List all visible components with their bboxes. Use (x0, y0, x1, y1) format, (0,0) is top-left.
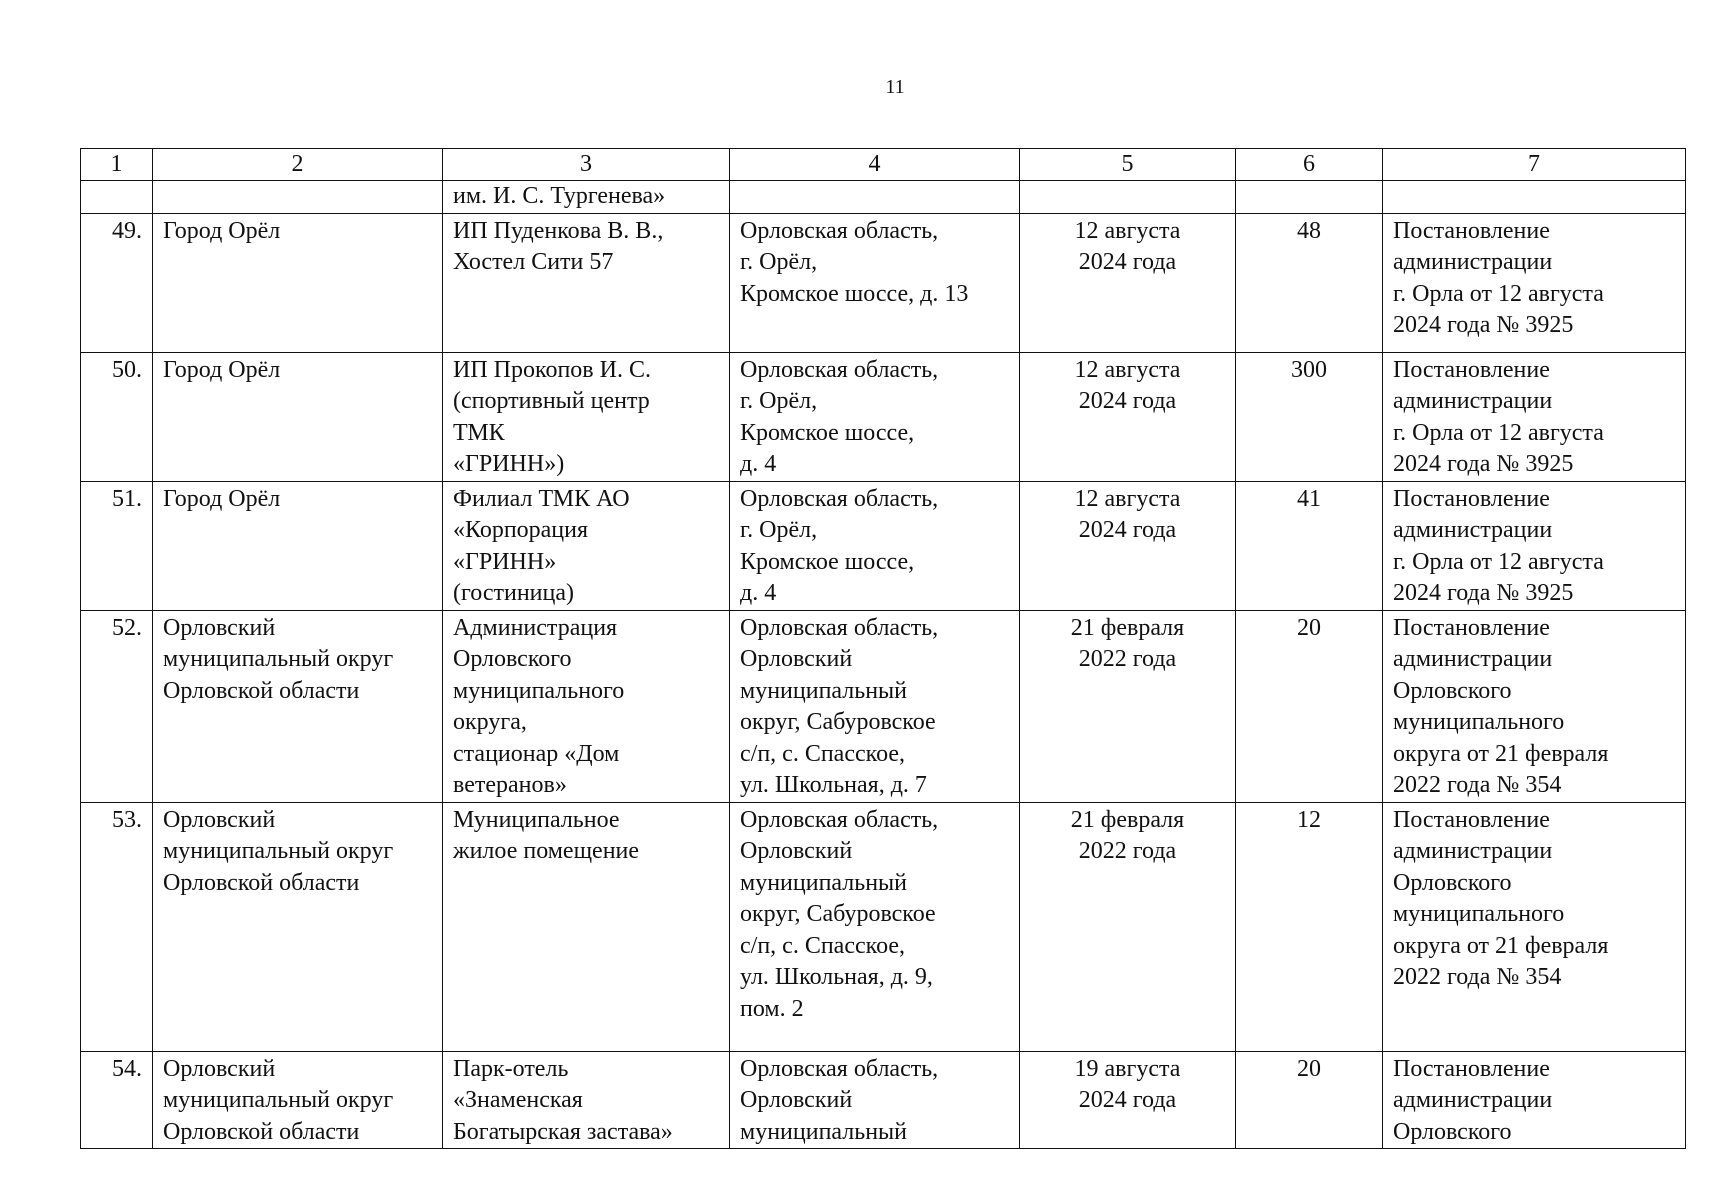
municipality-cell: Город Орёл (153, 352, 443, 481)
date-cell: 12 августа 2024 года (1020, 352, 1236, 481)
header-cell-1: 1 (81, 149, 153, 181)
address-cell: Орловская область, г. Орёл, Кромское шоссе, д. 4 (730, 481, 1020, 610)
page-number: 11 (885, 76, 905, 98)
act-cell: Постановление администрации г. Орла от 12 августа 2024 года № 3925 (1383, 213, 1686, 352)
date-cell: 21 февраля 2022 года (1020, 802, 1236, 1051)
table-row (81, 352, 1686, 481)
municipality-cell: Орловский муниципальный округ Орловской области (153, 1051, 443, 1149)
object-cell: Филиал ТМК АО «Корпорация «ГРИНН» (гостиница) (443, 481, 730, 610)
header-cell-7: 7 (1383, 149, 1686, 181)
act-cell: Постановление администрации г. Орла от 12 августа 2024 года № 3925 (1383, 352, 1686, 481)
address-cell: Орловская область, Орловский муниципальный (730, 1051, 1020, 1149)
date-cell: 21 февраля 2022 года (1020, 610, 1236, 802)
count-cell: 48 (1236, 213, 1383, 352)
row-number: 53. (81, 802, 153, 1051)
count-cell: 12 (1236, 802, 1383, 1051)
date-cell: 12 августа 2024 года (1020, 481, 1236, 610)
object-cell: ИП Пуденкова В. В., Хостел Сити 57 (443, 213, 730, 352)
header-cell-5: 5 (1020, 149, 1236, 181)
header-cell-3: 3 (443, 149, 730, 181)
table-header-row (81, 149, 1686, 181)
date-cell: 19 августа 2024 года (1020, 1051, 1236, 1149)
municipality-cell: Город Орёл (153, 213, 443, 352)
cont-cell-date (1020, 181, 1236, 214)
table-row (81, 1051, 1686, 1149)
object-cell: Муниципальное жилое помещение (443, 802, 730, 1051)
object-cell: Администрация Орловского муниципального округа, стационар «Дом ветеранов» (443, 610, 730, 802)
row-number: 54. (81, 1051, 153, 1149)
act-cell: Постановление администрации Орловского (1383, 1051, 1686, 1149)
municipality-cell: Орловский муниципальный округ Орловской области (153, 802, 443, 1051)
count-cell: 41 (1236, 481, 1383, 610)
row-number: 52. (81, 610, 153, 802)
table-row (81, 802, 1686, 1051)
municipality-cell: Орловский муниципальный округ Орловской области (153, 610, 443, 802)
header-cell-6: 6 (1236, 149, 1383, 181)
cont-cell-address (730, 181, 1020, 214)
act-cell: Постановление администрации Орловского муниципального округа от 21 февраля 2022 года № 354 (1383, 610, 1686, 802)
row-number: 50. (81, 352, 153, 481)
act-cell: Постановление администрации Орловского муниципального округа от 21 февраля 2022 года № 354 (1383, 802, 1686, 1051)
row-number: 51. (81, 481, 153, 610)
registry-table (80, 148, 1686, 1149)
cont-cell-count (1236, 181, 1383, 214)
continuation-row (81, 181, 1686, 214)
count-cell: 20 (1236, 610, 1383, 802)
object-cell: ИП Прокопов И. С. (спортивный центр ТМК «ГРИНН») (443, 352, 730, 481)
municipality-cell: Город Орёл (153, 481, 443, 610)
table-row (81, 213, 1686, 352)
object-cell: Парк-отель «Знаменская Богатырская застава» (443, 1051, 730, 1149)
count-cell: 300 (1236, 352, 1383, 481)
address-cell: Орловская область, Орловский муниципальный округ, Сабуровское с/п, с. Спасское, ул. Школьная, д. 7 (730, 610, 1020, 802)
header-cell-4: 4 (730, 149, 1020, 181)
address-cell: Орловская область, г. Орёл, Кромское шоссе, д. 4 (730, 352, 1020, 481)
date-cell: 12 августа 2024 года (1020, 213, 1236, 352)
table-row (81, 481, 1686, 610)
header-cell-2: 2 (153, 149, 443, 181)
row-number: 49. (81, 213, 153, 352)
cont-cell-num (81, 181, 153, 214)
table-row (81, 610, 1686, 802)
address-cell: Орловская область, г. Орёл, Кромское шоссе, д. 13 (730, 213, 1020, 352)
cont-cell-act (1383, 181, 1686, 214)
act-cell: Постановление администрации г. Орла от 12 августа 2024 года № 3925 (1383, 481, 1686, 610)
count-cell: 20 (1236, 1051, 1383, 1149)
address-cell: Орловская область, Орловский муниципальный округ, Сабуровское с/п, с. Спасское, ул. Школьная, д. 9, пом. 2 (730, 802, 1020, 1051)
cont-cell-object: им. И. С. Тургенева» (443, 181, 730, 214)
cont-cell-municipality (153, 181, 443, 214)
